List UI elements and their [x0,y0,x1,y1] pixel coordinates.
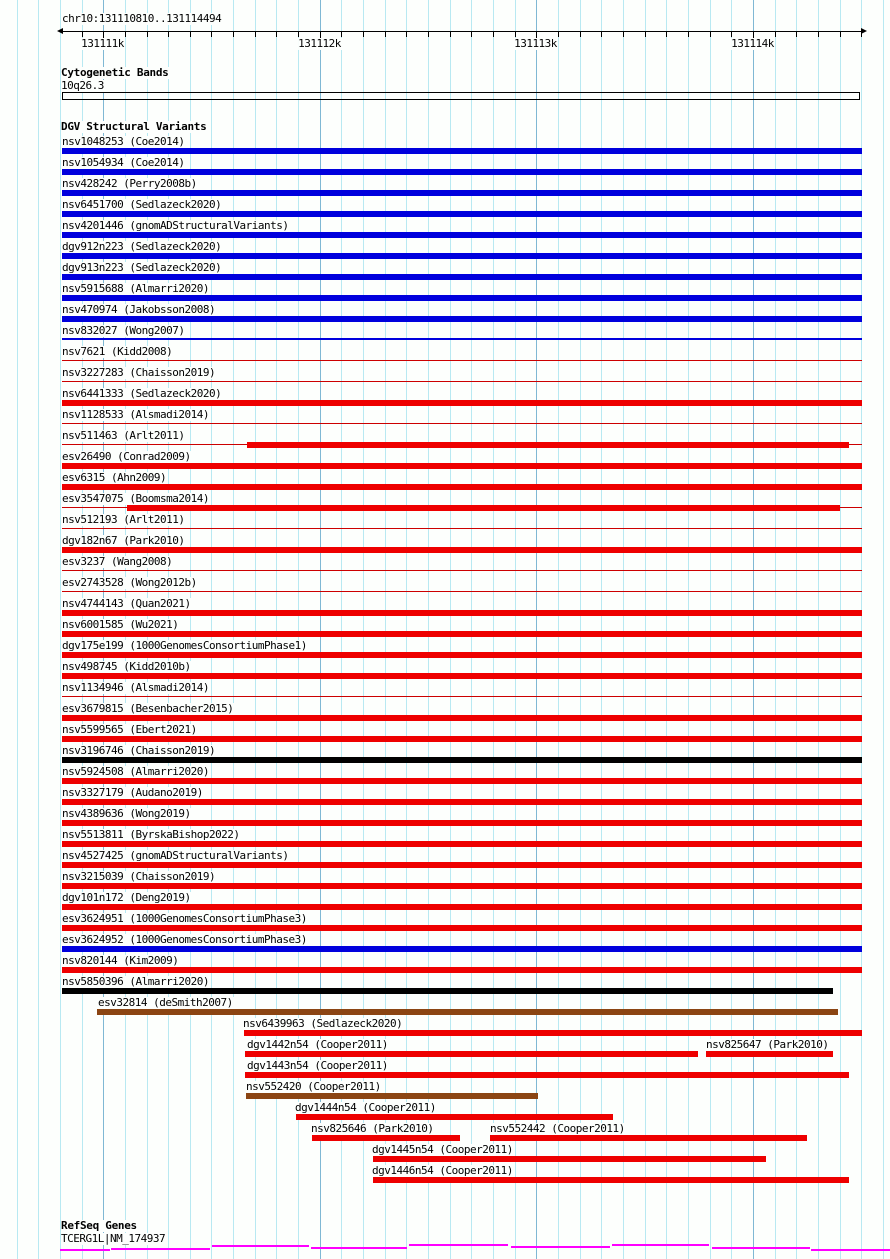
variant-thin-bar[interactable] [62,338,862,340]
variant-label[interactable]: dgv912n223 (Sedlazeck2020) [62,240,222,253]
ruler-tick [623,32,624,37]
variant-label[interactable]: nsv7621 (Kidd2008) [62,345,173,358]
variant-bar[interactable] [62,967,862,973]
variant-bar[interactable] [62,862,862,868]
variant-bar[interactable] [246,1093,538,1099]
ruler-tick [580,32,581,37]
ruler-tick [233,32,234,37]
variant-bar[interactable] [62,841,862,847]
gridline-minor [818,0,819,1259]
variant-label[interactable]: nsv470974 (Jakobsson2008) [62,303,216,316]
variant-label[interactable]: nsv512193 (Arlt2011) [62,513,185,526]
variant-label[interactable]: nsv3196746 (Chaisson2019) [62,744,216,757]
ruler-tick-label: 131114k [731,37,774,50]
gridline-major [753,0,754,1259]
gridline-minor [688,0,689,1259]
variant-thin-bar[interactable] [62,360,862,361]
ruler-tick [276,32,277,37]
variant-bar[interactable] [127,505,840,511]
variant-bar[interactable] [62,400,862,406]
variant-label[interactable]: nsv6439963 (Sedlazeck2020) [243,1017,403,1030]
variant-bar[interactable] [62,925,862,931]
gene-segment[interactable] [60,1249,110,1251]
variant-label[interactable]: nsv511463 (Arlt2011) [62,429,185,442]
variant-label[interactable]: nsv1054934 (Coe2014) [62,156,185,169]
variant-bar[interactable] [245,1072,849,1078]
ruler-tick [125,32,126,37]
variant-bar[interactable] [373,1156,766,1162]
gridline-minor [861,0,862,1259]
variant-label[interactable]: nsv3327179 (Audano2019) [62,786,203,799]
ruler-tick-label: 131111k [81,37,124,50]
variant-label[interactable]: nsv1134946 (Alsmadi2014) [62,681,209,694]
gridline-minor [796,0,797,1259]
variant-thin-bar[interactable] [62,591,862,592]
variant-label[interactable]: nsv3227283 (Chaisson2019) [62,366,216,379]
variant-bar[interactable] [490,1135,807,1141]
variant-label[interactable]: dgv1442n54 (Cooper2011) [247,1038,388,1051]
variant-bar[interactable] [62,883,862,889]
gridline-minor [666,0,667,1259]
gridline-minor [406,0,407,1259]
ruler-tick [645,32,646,37]
gridline-minor [645,0,646,1259]
variant-label[interactable]: dgv1445n54 (Cooper2011) [372,1143,513,1156]
variant-label[interactable]: nsv1128533 (Alsmadi2014) [62,408,209,421]
cytogenetic-band-label: 10q26.3 [61,79,104,92]
variant-label[interactable]: nsv552420 (Cooper2011) [246,1080,381,1093]
variant-label[interactable]: nsv4527425 (gnomADStructuralVariants) [62,849,289,862]
variant-bar[interactable] [296,1114,613,1120]
gridline-minor [731,0,732,1259]
variant-label[interactable]: nsv4201446 (gnomADStructuralVariants) [62,219,289,232]
variant-label[interactable]: nsv428242 (Perry2008b) [62,177,197,190]
ruler-tick [796,32,797,37]
ruler-tick [818,32,819,37]
variant-label[interactable]: nsv6001585 (Wu2021) [62,618,179,631]
cytogenetic-section-title: Cytogenetic Bands [61,66,169,79]
variant-label[interactable]: dgv1444n54 (Cooper2011) [295,1101,436,1114]
ruler-tick [406,32,407,37]
variant-bar[interactable] [244,1030,862,1036]
ruler-tick [710,32,711,37]
gridline-minor [515,0,516,1259]
ruler-tick [861,32,862,37]
variant-bar[interactable] [62,988,833,994]
variant-bar[interactable] [62,253,862,259]
variant-bar[interactable] [245,1051,698,1057]
dgv-section-title: DGV Structural Variants [61,120,207,133]
gridline-minor [17,0,18,1259]
ruler-tick [471,32,472,37]
variant-label[interactable]: esv26490 (Conrad2009) [62,450,191,463]
variant-bar[interactable] [62,673,862,679]
gene-segment[interactable] [409,1244,508,1246]
gridline-minor [60,0,61,1259]
gridline-minor [623,0,624,1259]
variant-bar[interactable] [312,1135,460,1141]
gene-segment[interactable] [712,1247,810,1249]
gene-segment[interactable] [511,1246,610,1248]
gridline-minor [558,0,559,1259]
ruler-tick [450,32,451,37]
gridline-minor [233,0,234,1259]
ruler-tick [363,32,364,37]
variant-bar[interactable] [62,169,862,175]
ruler-tick [601,32,602,37]
gridline-minor [580,0,581,1259]
variant-bar[interactable] [62,757,862,763]
variant-label[interactable]: nsv552442 (Cooper2011) [490,1122,625,1135]
variant-label[interactable]: dgv182n67 (Park2010) [62,534,185,547]
variant-bar[interactable] [62,232,862,238]
gene-segment[interactable] [612,1244,709,1246]
ruler-tick-label: 131112k [298,37,341,50]
ruler-tick-label: 131113k [514,37,557,50]
variant-bar[interactable] [62,190,862,196]
ruler-tick [385,32,386,37]
refseq-gene-label[interactable]: TCERG1L|NM_174937 [61,1232,166,1245]
variant-thin-bar[interactable] [62,528,862,529]
variant-label[interactable]: nsv832027 (Wong2007) [62,324,185,337]
variant-label[interactable]: nsv1048253 (Coe2014) [62,135,185,148]
ruler-tick [428,32,429,37]
variant-bar[interactable] [62,463,862,469]
variant-label[interactable]: dgv101n172 (Deng2019) [62,891,191,904]
ruler-tick [211,32,212,37]
variant-thin-bar[interactable] [62,423,862,424]
ruler-tick [147,32,148,37]
ruler-tick [341,32,342,37]
variant-label[interactable]: nsv498745 (Kidd2010b) [62,660,191,673]
variant-label[interactable]: esv3237 (Wang2008) [62,555,173,568]
ruler-axis-line [62,31,862,32]
ruler-tick [255,32,256,37]
gridline-minor [775,0,776,1259]
variant-label[interactable]: esv3679815 (Besenbacher2015) [62,702,234,715]
variant-bar[interactable] [62,274,862,280]
ruler-tick [688,32,689,37]
variant-label[interactable]: nsv3215039 (Chaisson2019) [62,870,216,883]
gene-segment[interactable] [212,1245,309,1247]
gridline-minor [38,0,39,1259]
variant-bar[interactable] [62,652,862,658]
variant-label[interactable]: dgv175e199 (1000GenomesConsortiumPhase1) [62,639,307,652]
refseq-section-title: RefSeq Genes [61,1219,137,1232]
gridline-minor [471,0,472,1259]
variant-bar[interactable] [62,610,862,616]
variant-thin-bar[interactable] [62,381,862,382]
variant-bar[interactable] [62,631,862,637]
variant-label[interactable]: dgv913n223 (Sedlazeck2020) [62,261,222,274]
variant-label[interactable]: esv2743528 (Wong2012b) [62,576,197,589]
variant-bar[interactable] [62,148,862,154]
variant-label[interactable]: nsv825647 (Park2010) [706,1038,829,1051]
variant-bar[interactable] [62,778,862,784]
variant-bar[interactable] [97,1009,838,1015]
variant-label[interactable]: nsv4744143 (Quan2021) [62,597,191,610]
variant-label[interactable]: nsv5850396 (Almarri2020) [62,975,209,988]
variant-bar[interactable] [62,547,862,553]
ruler-tick [168,32,169,37]
variant-label[interactable]: nsv6451700 (Sedlazeck2020) [62,198,222,211]
region-label: chr10:131110810..131114494 [62,12,222,25]
gene-segment[interactable] [111,1248,210,1250]
variant-bar[interactable] [247,442,849,448]
ruler-tick [558,32,559,37]
gridline-minor [211,0,212,1259]
variant-bar[interactable] [373,1177,849,1183]
variant-bar[interactable] [62,211,862,217]
gridline-minor [883,0,884,1259]
variant-label[interactable]: esv3547075 (Boomsma2014) [62,492,209,505]
ruler-tick [190,32,191,37]
gridline-major [536,0,537,1259]
variant-label[interactable]: dgv1443n54 (Cooper2011) [247,1059,388,1072]
variant-bar[interactable] [62,904,862,910]
variant-thin-bar[interactable] [62,696,862,697]
variant-label[interactable]: esv3624951 (1000GenomesConsortiumPhase3) [62,912,307,925]
variant-label[interactable]: nsv825646 (Park2010) [311,1122,434,1135]
variant-bar[interactable] [62,946,862,952]
variant-label[interactable]: esv6315 (Ahn2009) [62,471,167,484]
variant-label[interactable]: nsv4389636 (Wong2019) [62,807,191,820]
variant-bar[interactable] [62,736,862,742]
variant-label[interactable]: nsv5599565 (Ebert2021) [62,723,197,736]
gridline-minor [840,0,841,1259]
cytogenetic-band-box [62,92,860,100]
variant-label[interactable]: esv32814 (deSmith2007) [98,996,233,1009]
ruler-tick [775,32,776,37]
ruler-tick [840,32,841,37]
ruler-tick [666,32,667,37]
gridline-minor [493,0,494,1259]
gridline-minor [601,0,602,1259]
variant-label[interactable]: nsv5915688 (Almarri2020) [62,282,209,295]
variant-bar[interactable] [62,820,862,826]
variant-label[interactable]: esv3624952 (1000GenomesConsortiumPhase3) [62,933,307,946]
variant-bar[interactable] [62,715,862,721]
variant-thin-bar[interactable] [62,570,862,571]
ruler-left-arrow-icon [57,28,63,34]
variant-label[interactable]: nsv6441333 (Sedlazeck2020) [62,387,222,400]
variant-label[interactable]: nsv5513811 (ByrskaBishop2022) [62,828,240,841]
gridline-minor [450,0,451,1259]
variant-bar[interactable] [706,1051,833,1057]
gene-segment[interactable] [811,1249,890,1251]
variant-bar[interactable] [62,316,862,322]
variant-bar[interactable] [62,484,862,490]
variant-label[interactable]: nsv820144 (Kim2009) [62,954,179,967]
ruler-tick [493,32,494,37]
variant-bar[interactable] [62,295,862,301]
gridline-minor [428,0,429,1259]
gridline-minor [710,0,711,1259]
variant-bar[interactable] [62,799,862,805]
gene-segment[interactable] [311,1247,407,1249]
variant-label[interactable]: nsv5924508 (Almarri2020) [62,765,209,778]
variant-label[interactable]: dgv1446n54 (Cooper2011) [372,1164,513,1177]
